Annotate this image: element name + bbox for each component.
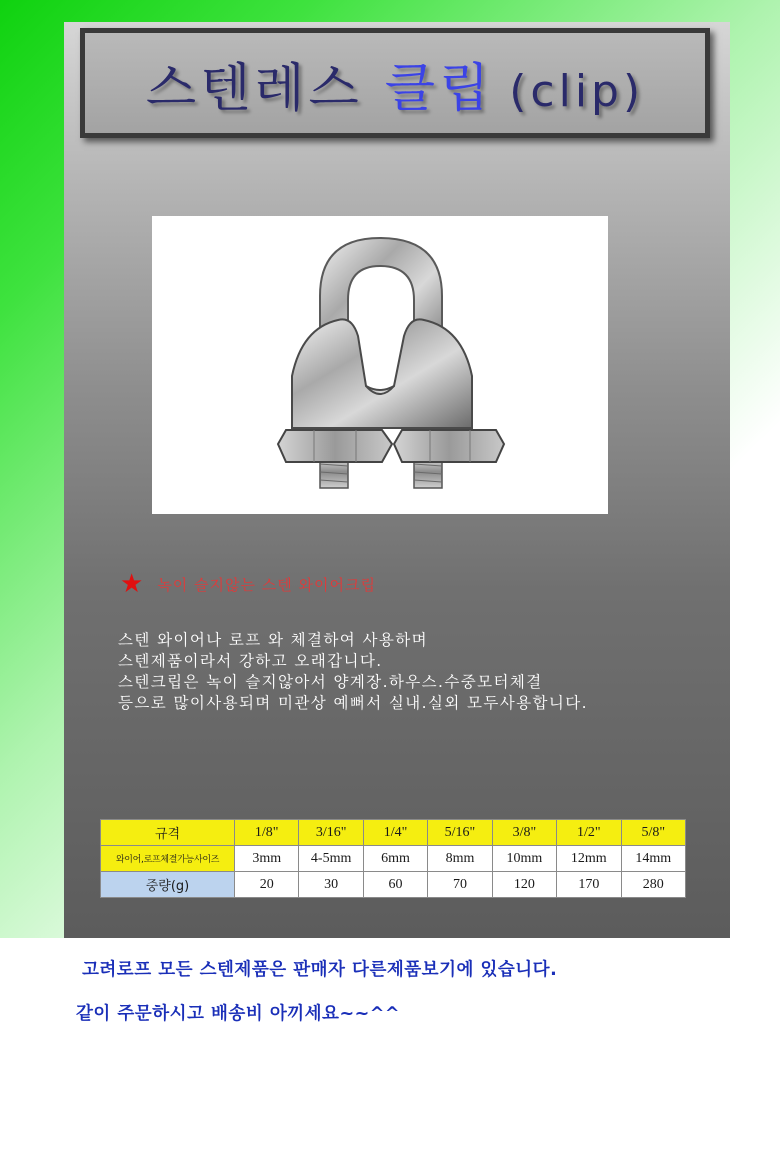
title-banner	[80, 28, 710, 138]
table-row-label: 중량(g)	[101, 872, 235, 898]
table-cell: 30	[299, 872, 363, 898]
table-cell: 6mm	[363, 846, 427, 872]
table-cell: 8mm	[428, 846, 492, 872]
table-cell: 280	[621, 872, 685, 898]
table-size-cell: 1/2"	[557, 820, 621, 846]
table-cell: 170	[557, 872, 621, 898]
table-cell: 70	[428, 872, 492, 898]
table-size-cell: 3/8"	[492, 820, 556, 846]
description-line: 스텐제품이라서 강하고 오래갑니다.	[118, 652, 383, 670]
feature-text: 녹이 슬지않는 스텐 와이어크립	[157, 575, 376, 594]
table-size-cell: 5/8"	[621, 820, 685, 846]
table-row	[101, 872, 686, 898]
notice-line-2: 같이 주문하시고 배송비 아끼세요~~^^	[76, 1004, 401, 1024]
table-size-cell: 1/4"	[363, 820, 427, 846]
description-line: 스텐크립은 녹이 슬지않아서 양계장.하우스.수중모터체결	[118, 673, 543, 691]
feature-line	[120, 571, 376, 597]
table-cell: 10mm	[492, 846, 556, 872]
page-title	[146, 46, 644, 121]
title-accent: 클립	[384, 58, 494, 119]
table-header-row	[101, 820, 686, 846]
product-photo	[152, 216, 608, 514]
description-line: 등으로 많이사용되며 미관상 예뻐서 실내.실외 모두사용합니다.	[118, 694, 588, 712]
table-cell: 12mm	[557, 846, 621, 872]
table-size-cell: 3/16"	[299, 820, 363, 846]
star-icon: ★	[120, 569, 144, 599]
notice-line-1: 고려로프 모든 스텐제품은 판매자 다른제품보기에 있습니다.	[82, 960, 558, 980]
table-size-cell: 1/8"	[235, 820, 299, 846]
title-main: 스텐레스	[145, 58, 363, 119]
product-description	[118, 630, 718, 714]
table-size-cell: 5/16"	[428, 820, 492, 846]
product-panel	[64, 22, 730, 938]
description-line: 스텐 와이어나 로프 와 체결하여 사용하며	[118, 631, 428, 649]
table-header-label: 규격	[101, 820, 235, 846]
table-cell: 3mm	[235, 846, 299, 872]
title-sub: (clip)	[509, 65, 645, 117]
table-row-label: 와이어,로프체결가능사이즈	[101, 846, 235, 872]
table-cell: 14mm	[621, 846, 685, 872]
table-row	[101, 846, 686, 872]
table-cell: 120	[492, 872, 556, 898]
table-cell: 4-5mm	[299, 846, 363, 872]
wire-rope-clip-image	[152, 216, 608, 514]
table-cell: 60	[363, 872, 427, 898]
spec-table	[100, 819, 686, 898]
table-cell: 20	[235, 872, 299, 898]
